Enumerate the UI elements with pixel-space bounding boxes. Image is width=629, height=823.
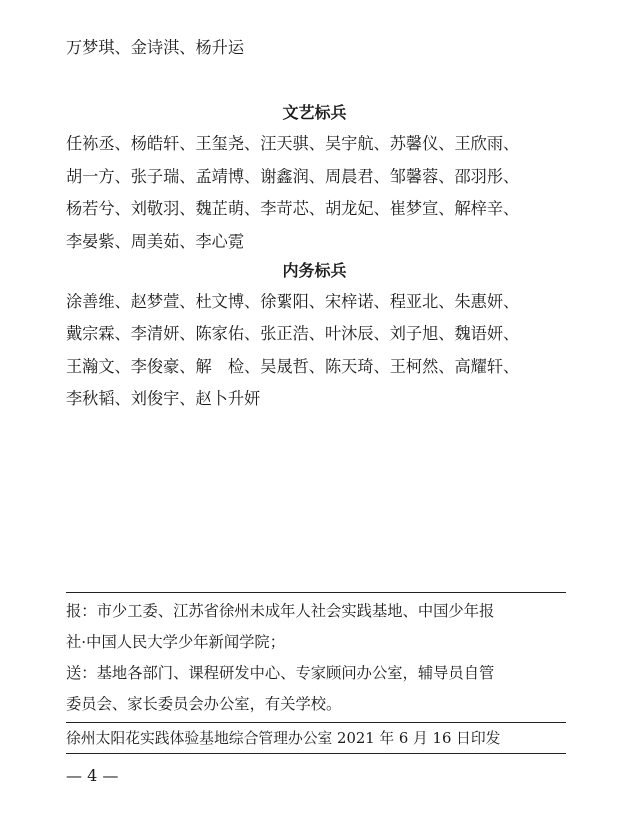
continued-names-line: 万梦琪、金诗淇、杨升运 — [66, 38, 245, 57]
affairs-names-line: 涂善维、赵梦萱、杜文博、徐綤阳、宋梓诺、程亚北、朱惠妍、 — [66, 292, 520, 311]
affairs-section-title: 内务标兵 — [282, 261, 347, 280]
arts-names-line: 任袮丞、杨皓轩、王玺尧、汪天骐、吴宇航、苏馨仪、王欣雨、 — [66, 134, 520, 153]
report-to-line: 社·中国人民大学少年新闻学院； — [66, 633, 286, 651]
report-to-line: 报：市少工委、江苏省徐州未成年人社会实践基地、中国少年报 — [66, 602, 495, 620]
footer-top-rule — [66, 592, 566, 593]
footer-bottom-rule — [66, 753, 566, 754]
affairs-names-line: 王瀚文、李俊豪、解 检、吴晟哲、陈天琦、王柯然、高耀轩、 — [66, 357, 520, 376]
arts-names-line: 李晏紫、周美茹、李心霓 — [66, 232, 245, 251]
arts-section-title: 文艺标兵 — [282, 103, 347, 122]
send-to-line: 委员会、家长委员会办公室，有关学校。 — [66, 695, 342, 713]
arts-names-line: 杨若兮、刘敬羽、魏芷萌、李苛芯、胡龙妃、崔梦宣、解梓辛、 — [66, 199, 520, 218]
issuer-line: 徐州太阳花实践体验基地综合管理办公室 2021 年 6 月 16 日印发 — [66, 730, 501, 747]
page-number: — 4 — — [66, 766, 119, 785]
footer-middle-rule — [66, 722, 566, 723]
affairs-names-line: 戴宗霖、李清妍、陈家佑、张正浩、叶沐辰、刘子旭、魏语妍、 — [66, 324, 520, 343]
affairs-names-line: 李秋韬、刘俊宇、赵卜升妍 — [66, 389, 261, 408]
send-to-line: 送：基地各部门、课程研发中心、专家顾问办公室，辅导员自管 — [66, 664, 495, 682]
arts-names-line: 胡一方、张子瑞、孟靖博、谢鑫润、周晨君、邹馨蓉、邵羽彤、 — [66, 167, 520, 186]
